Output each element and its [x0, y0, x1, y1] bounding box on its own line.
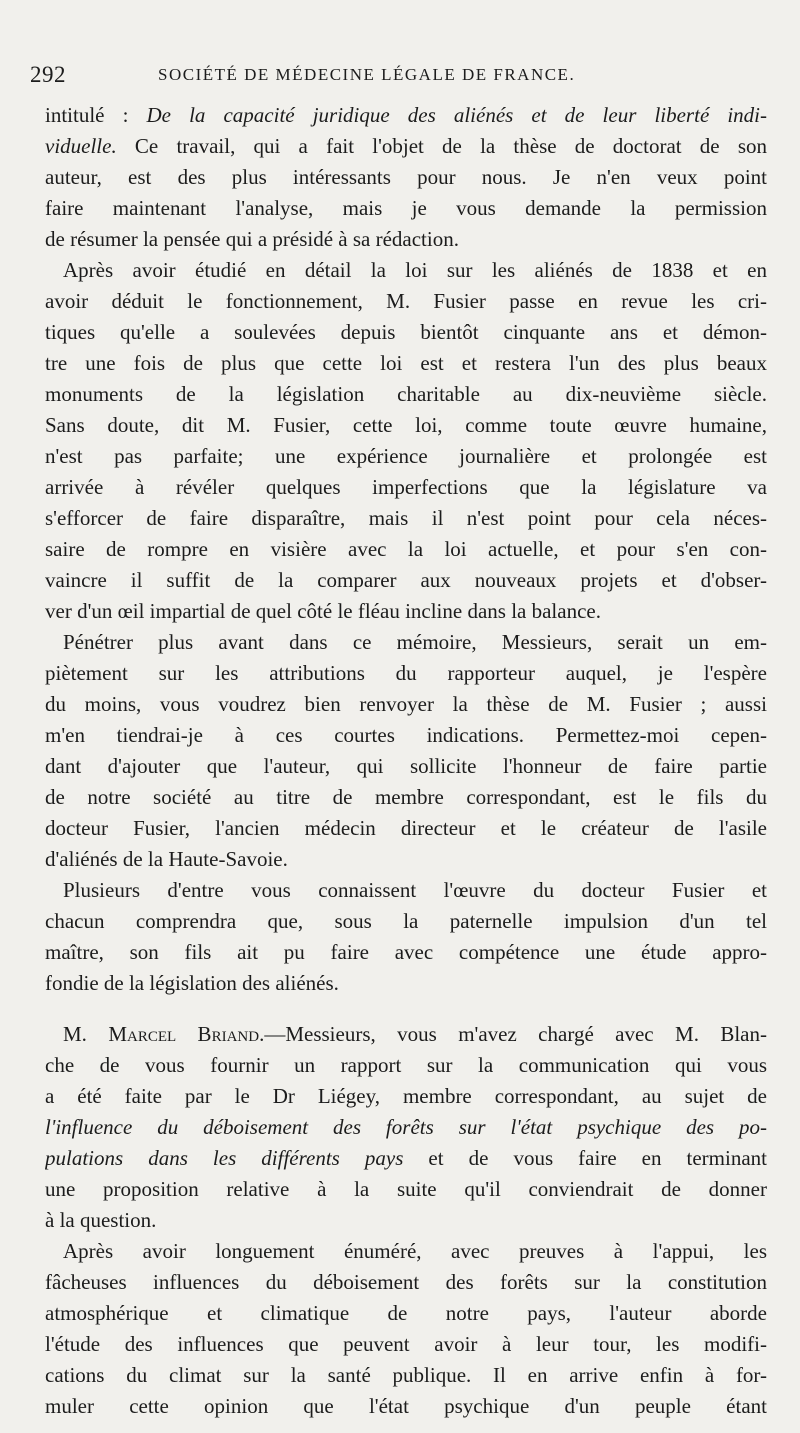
text-line: n'est pas parfaite; une expérience journalière et prolongée est	[45, 444, 767, 468]
paragraph-1	[45, 100, 767, 255]
text-line: d'aliénés de la Haute-Savoie.	[45, 847, 288, 871]
text-line: de résumer la pensée qui a présidé à sa rédaction.	[45, 227, 459, 251]
text-line: tre une fois de plus que cette loi est et restera l'un des plus beaux	[45, 351, 767, 375]
paragraph-6	[45, 1236, 767, 1422]
text-line	[45, 1019, 767, 1050]
text-line: à la question.	[45, 1208, 157, 1232]
text-line: Après avoir longuement énuméré, avec preuves à l'appui, les	[63, 1239, 767, 1263]
text-line: monuments de la législation charitable au dix-neuvième siècle.	[45, 382, 767, 406]
text-line: Pénétrer plus avant dans ce mémoire, Messieurs, serait un em-	[63, 630, 767, 654]
text-line: maître, son fils ait pu faire avec compétence une étude appro-	[45, 940, 767, 964]
text-line: faire maintenant l'analyse, mais je vous demande la permission	[45, 196, 767, 220]
page-header	[30, 62, 770, 96]
text-run: Ce travail, qui a fait l'objet de la thèse de doctorat de son	[116, 134, 767, 158]
text-line: fondie de la législation des aliénés.	[45, 971, 339, 995]
text-line: atmosphérique et climatique de notre pays, l'auteur aborde	[45, 1301, 767, 1325]
text-line: tiques qu'elle a soulevées depuis bientôt cinquante ans et démon-	[45, 320, 767, 344]
thesis-title: viduelle.	[45, 134, 117, 158]
text-line: saire de rompre en visière avec la loi actuelle, et pour s'en con-	[45, 537, 767, 561]
text-line: fâcheuses influences du déboisement des forêts sur la constitution	[45, 1270, 767, 1294]
text-line	[45, 1112, 767, 1143]
text-line: dant d'ajouter que l'auteur, qui sollicite l'honneur de faire partie	[45, 754, 767, 778]
text-line: de notre société au titre de membre correspondant, est le fils du	[45, 785, 767, 809]
text-line: s'efforcer de faire disparaître, mais il n'est point pour cela néces-	[45, 506, 767, 530]
text-line	[45, 1143, 767, 1174]
page-number: 292	[30, 62, 66, 87]
text-line: muler cette opinion que l'état psychique d'un peuple étant	[45, 1394, 767, 1418]
communication-title: l'influence du déboisement des forêts sur l'état psychique des po-	[45, 1115, 767, 1139]
text-line: chacun comprendra que, sous la paternelle impulsion d'un tel	[45, 909, 767, 933]
text-line: du moins, vous voudrez bien renvoyer la thèse de M. Fusier ; aussi	[45, 692, 767, 716]
body-text	[45, 100, 767, 1422]
text-line: piètement sur les attributions du rapporteur auquel, je l'espère	[45, 661, 767, 685]
text-line: cations du climat sur la santé publique. Il en arrive enfin à for-	[45, 1363, 767, 1387]
text-line: Sans doute, dit M. Fusier, cette loi, comme toute œuvre humaine,	[45, 413, 767, 437]
text-line: che de vous fournir un rapport sur la communication qui vous	[45, 1053, 767, 1077]
text-line	[45, 100, 767, 131]
text-line: auteur, est des plus intéressants pour nous. Je n'en veux point	[45, 165, 767, 189]
speaker-name: M. Marcel Briand.	[63, 1022, 265, 1046]
thesis-title: De la capacité juridique des aliénés et de leur liberté indi-	[146, 103, 767, 127]
paragraph-2	[45, 255, 767, 627]
paragraph-3	[45, 627, 767, 875]
running-title: SOCIÉTÉ DE MÉDECINE LÉGALE DE FRANCE.	[158, 65, 576, 84]
text-line: m'en tiendrai-je à ces courtes indications. Permettez-moi cepen-	[45, 723, 767, 747]
text-line: Plusieurs d'entre vous connaissent l'œuvre du docteur Fusier et	[63, 878, 767, 902]
text-run: —Messieurs, vous m'avez chargé avec M. Blan-	[264, 1022, 767, 1046]
text-line: Après avoir étudié en détail la loi sur les aliénés de 1838 et en	[63, 258, 767, 282]
text-line: avoir déduit le fonctionnement, M. Fusier passe en revue les cri-	[45, 289, 767, 313]
text-line: vaincre il suffit de la comparer aux nouveaux projets et d'obser-	[45, 568, 767, 592]
text-line: l'étude des influences que peuvent avoir à leur tour, les modifi-	[45, 1332, 767, 1356]
text-line: arrivée à révéler quelques imperfections que la législature va	[45, 475, 767, 499]
text-line	[45, 131, 767, 162]
text-line: docteur Fusier, l'ancien médecin directeur et le créateur de l'asile	[45, 816, 767, 840]
communication-title: pulations dans les différents pays	[45, 1146, 404, 1170]
paragraph-5	[45, 1019, 767, 1236]
text-line: une proposition relative à la suite qu'il conviendrait de donner	[45, 1177, 767, 1201]
text-run: intitulé :	[45, 103, 147, 127]
paragraph-4	[45, 875, 767, 999]
section-gap	[45, 999, 767, 1019]
text-run: et de vous faire en terminant	[403, 1146, 767, 1170]
text-line: ver d'un œil impartial de quel côté le fléau incline dans la balance.	[45, 599, 601, 623]
text-line: a été faite par le Dr Liégey, membre correspondant, au sujet de	[45, 1084, 767, 1108]
